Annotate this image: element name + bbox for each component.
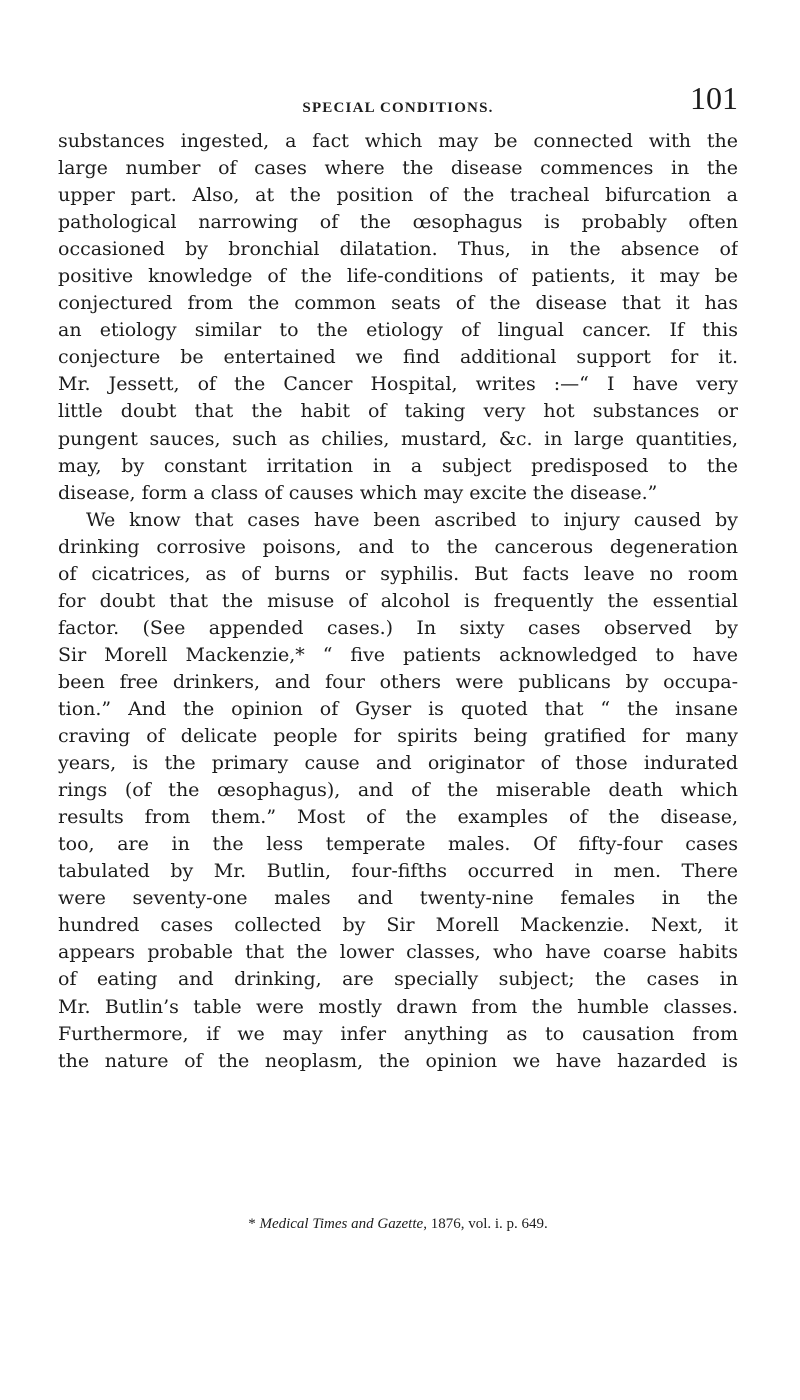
text-line: tion.” And the opinion of Gyser is quoted that “ the insane — [58, 697, 738, 720]
text-line: craving of delicate people for spirits being gratified for many — [58, 725, 738, 748]
text-line: substances ingested, a fact which may be connected with the — [58, 130, 738, 152]
text-line: factor. (See appended cases.) In sixty cases observed by — [58, 616, 738, 639]
text-line: Mr. Jessett, of the Cancer Hospital, writes :—“ I have very — [58, 373, 738, 396]
text-line: the nature of the neoplasm, the opinion we have hazarded is — [58, 1049, 738, 1072]
text-line: too, are in the less temperate males. Of fifty-four cases — [58, 833, 738, 856]
text-line: conjecture be entertained we find additional support for it. — [58, 346, 738, 369]
running-head — [58, 80, 738, 128]
text-line: conjectured from the common seats of the disease that it has — [58, 292, 738, 315]
text-line: years, is the primary cause and originator of those indurated — [58, 752, 738, 775]
text-line: of eating and drinking, are specially subject; the cases in — [58, 968, 738, 991]
text-line: pathological narrowing of the œsophagus is probably often — [58, 211, 738, 234]
text-line: were seventy-one males and twenty-nine females in the — [58, 887, 738, 910]
footnote — [58, 1214, 738, 1234]
body-text — [58, 128, 738, 1075]
text-line: hundred cases collected by Sir Morell Mackenzie. Next, it — [58, 914, 738, 937]
text-line: disease, form a class of causes which may excite the disease.” — [58, 481, 658, 504]
text-line: may, by constant irritation in a subject predisposed to the — [58, 454, 738, 477]
running-title: SPECIAL CONDITIONS. — [302, 100, 494, 116]
page-number: 101 — [690, 80, 738, 116]
text-line: Furthermore, if we may infer anything as to causation from — [58, 1022, 738, 1045]
footnote-marker: * — [248, 1216, 260, 1232]
text-line: Sir Morell Mackenzie,* “ five patients acknowledged to have — [58, 643, 738, 666]
text-line: been free drinkers, and four others were publicans by occupa- — [58, 670, 738, 693]
text-line: upper part. Also, at the position of the tracheal bifurcation a — [58, 184, 738, 207]
text-line: positive knowledge of the life-conditions of patients, it may be — [58, 265, 738, 288]
text-line: an etiology similar to the etiology of lingual cancer. If this — [58, 319, 738, 342]
text-line: We know that cases have been ascribed to injury caused by — [86, 508, 738, 531]
text-line: tabulated by Mr. Butlin, four-fifths occurred in men. There — [58, 860, 738, 883]
text-line: drinking corrosive poisons, and to the cancerous degeneration — [58, 535, 738, 558]
text-line: results from them.” Most of the examples of the disease, — [58, 806, 738, 829]
text-line: Mr. Butlin’s table were mostly drawn from the humble classes. — [58, 995, 738, 1018]
footnote-source: Medical Times and Gazette — [259, 1216, 424, 1232]
footnote-citation: , 1876, vol. i. p. 649. — [423, 1216, 548, 1232]
text-line: little doubt that the habit of taking very hot substances or — [58, 400, 738, 423]
text-line: rings (of the œsophagus), and of the miserable death which — [58, 779, 738, 802]
text-line: large number of cases where the disease commences in the — [58, 157, 738, 180]
text-line: appears probable that the lower classes, who have coarse habits — [58, 941, 738, 964]
text-line: for doubt that the misuse of alcohol is frequently the essential — [58, 589, 738, 612]
text-line: occasioned by bronchial dilatation. Thus, in the absence of — [58, 238, 738, 261]
text-line: of cicatrices, as of burns or syphilis. But facts leave no room — [58, 562, 738, 585]
text-line: pungent sauces, such as chilies, mustard, &c. in large quantities, — [58, 427, 738, 450]
